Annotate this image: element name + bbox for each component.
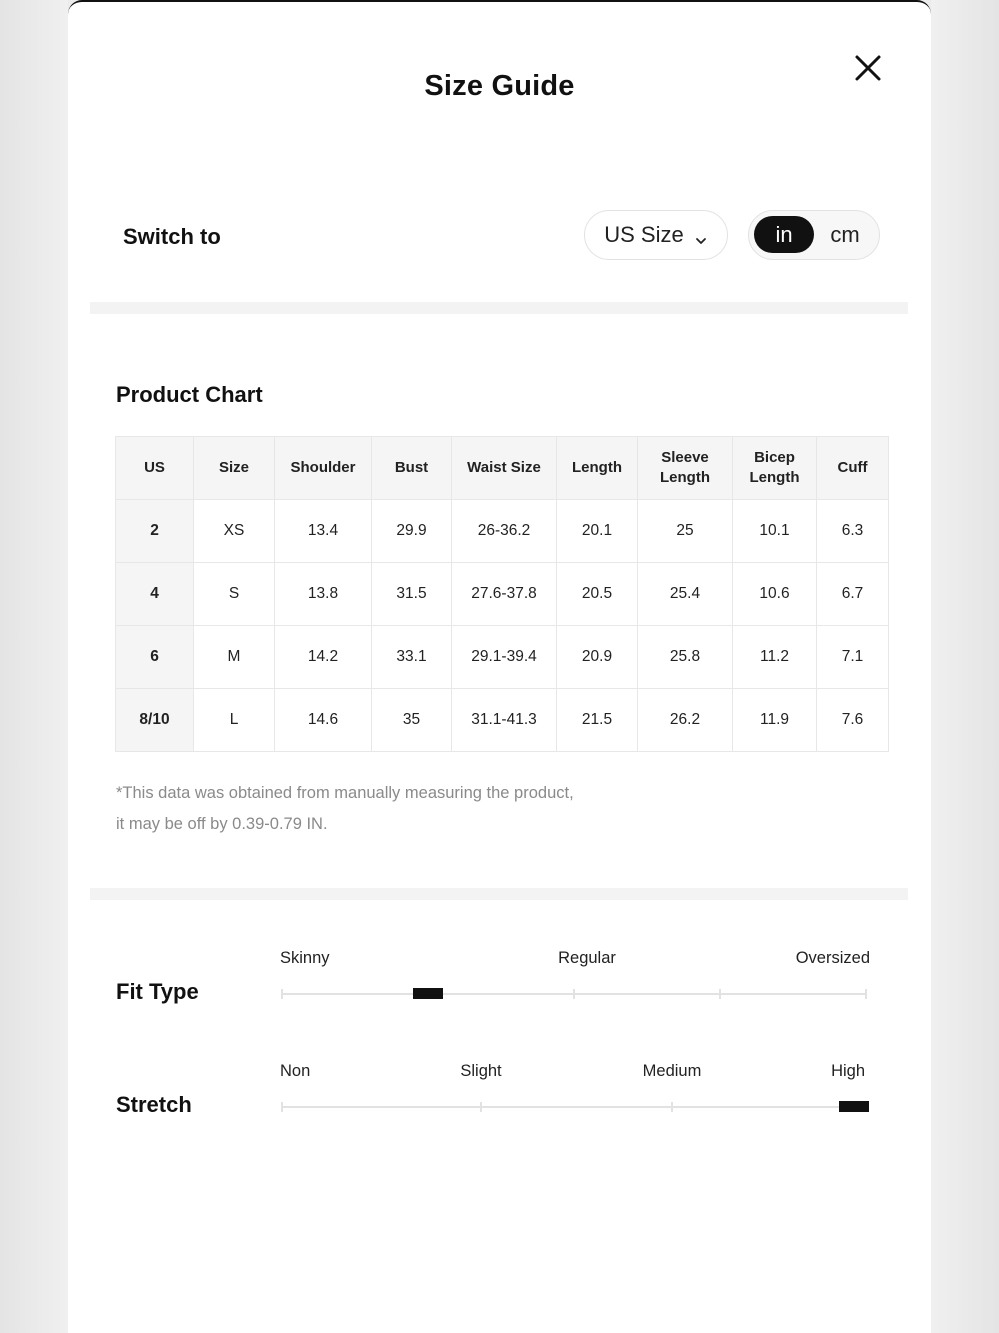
table-cell: 26-36.2 (452, 500, 557, 563)
stretch-track (281, 1106, 867, 1108)
table-body (116, 500, 889, 752)
stretch-label: Stretch (116, 1092, 192, 1117)
scale-tick (480, 1102, 482, 1112)
table-header-cell: Cuff (817, 437, 889, 500)
chevron-down-icon (694, 228, 708, 242)
stretch-option-high: High (831, 1062, 865, 1080)
scale-tick (671, 1102, 673, 1112)
table-cell: 29.1-39.4 (452, 626, 557, 689)
scale-tick (719, 989, 721, 999)
stretch-option-non: Non (280, 1062, 311, 1080)
table-cell: 7.6 (817, 689, 889, 752)
size-system-value: US Size (604, 222, 684, 247)
table-cell: 21.5 (557, 689, 638, 752)
table-cell: L (194, 689, 275, 752)
table-cell: 20.1 (557, 500, 638, 563)
table-cell: 10.1 (733, 500, 817, 563)
table-cell: 10.6 (733, 563, 817, 626)
table-cell: 20.5 (557, 563, 638, 626)
table-row (116, 626, 889, 689)
table-cell: 25.4 (638, 563, 733, 626)
table-cell: 7.1 (817, 626, 889, 689)
backdrop-right (931, 0, 999, 1333)
unit-toggle (748, 210, 880, 260)
product-chart-title: Product Chart (116, 382, 263, 407)
section-divider (90, 888, 908, 900)
note-line-1: *This data was obtained from manually measuring the product, (116, 784, 574, 802)
scale-tick (281, 1102, 283, 1112)
table-cell: 11.9 (733, 689, 817, 752)
backdrop-left (0, 0, 68, 1333)
table-cell: 26.2 (638, 689, 733, 752)
fit-option-skinny: Skinny (280, 949, 330, 967)
stretch-marker (839, 1101, 869, 1112)
fit-option-oversized: Oversized (795, 949, 870, 967)
table-row (116, 563, 889, 626)
table-cell: 11.2 (733, 626, 817, 689)
close-icon (848, 50, 888, 90)
table-cell: 8/10 (116, 689, 194, 752)
table-header-row (116, 437, 889, 500)
table-row (116, 500, 889, 563)
table-cell: 14.2 (275, 626, 372, 689)
table-cell: 25.8 (638, 626, 733, 689)
section-divider (90, 302, 908, 314)
table-cell: 6.3 (817, 500, 889, 563)
unit-cm-option[interactable]: cm (830, 221, 860, 247)
table-cell: 4 (116, 563, 194, 626)
unit-in-option[interactable]: in (754, 216, 814, 253)
table-row (116, 689, 889, 752)
stretch-option-slight: Slight (460, 1062, 502, 1080)
table-cell: 33.1 (372, 626, 452, 689)
table-cell: 20.9 (557, 626, 638, 689)
size-system-dropdown[interactable] (584, 210, 728, 260)
fit-type-marker (413, 988, 443, 999)
size-table (115, 436, 889, 752)
scale-tick (281, 989, 283, 999)
switch-to-label: Switch to (123, 224, 221, 249)
table-cell: 6 (116, 626, 194, 689)
table-cell: M (194, 626, 275, 689)
table-header-cell: Bust (372, 437, 452, 500)
table-cell: 25 (638, 500, 733, 563)
size-guide-modal (68, 0, 931, 1333)
table-cell: 2 (116, 500, 194, 563)
measurement-note (116, 778, 574, 840)
table-cell: 35 (372, 689, 452, 752)
note-line-2: it may be off by 0.39-0.79 IN. (116, 815, 328, 833)
stretch-option-medium: Medium (642, 1062, 702, 1080)
table-cell: XS (194, 500, 275, 563)
table-cell: S (194, 563, 275, 626)
table-cell: 27.6-37.8 (452, 563, 557, 626)
table-header-cell: Size (194, 437, 275, 500)
table-cell: 14.6 (275, 689, 372, 752)
fit-type-track (281, 993, 867, 995)
table-header-cell: Waist Size (452, 437, 557, 500)
scale-tick (573, 989, 575, 999)
table-cell: 13.4 (275, 500, 372, 563)
table-header-cell: US (116, 437, 194, 500)
table-header-cell: Sleeve Length (638, 437, 733, 500)
fit-option-regular: Regular (558, 949, 616, 967)
close-button[interactable] (848, 50, 888, 90)
scale-tick (865, 989, 867, 999)
modal-title: Size Guide (424, 70, 575, 102)
table-cell: 31.1-41.3 (452, 689, 557, 752)
table-cell: 13.8 (275, 563, 372, 626)
table-header-cell: Length (557, 437, 638, 500)
fit-type-label: Fit Type (116, 979, 199, 1004)
table-header-cell: Shoulder (275, 437, 372, 500)
table-header-cell: Bicep Length (733, 437, 817, 500)
table-cell: 29.9 (372, 500, 452, 563)
table-cell: 31.5 (372, 563, 452, 626)
table-cell: 6.7 (817, 563, 889, 626)
